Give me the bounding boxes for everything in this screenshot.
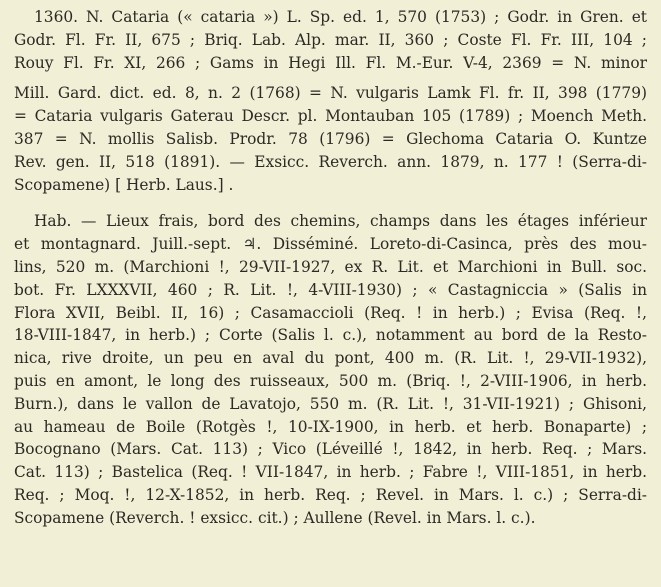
paragraph-gap [14, 74, 647, 82]
paragraph-gap [14, 196, 647, 210]
text-line: Cat. 113) ; Bastelica (Req. ! VII-1847, in herb. ; Fabre !, VIII-1851, in herb. [14, 463, 647, 482]
text-line: et montagnard. Juill.-sept. ♃. Disséminé. Loreto-di-Casinca, près des mou- [14, 235, 647, 254]
text-line: Scopamene (Reverch. ! exsicc. cit.) ; Aullene (Revel. in Mars. l. c.). [14, 508, 536, 527]
text-line: Req. ; Moq. !, 12-X-1852, in herb. Req. ; Revel. in Mars. l. c.) ; Serra-di- [14, 485, 647, 504]
text-line: nica, rive droite, un peu en aval du pont, 400 m. (R. Lit. !, 29-VII-1932), [14, 349, 647, 368]
text-line: Godr. Fl. Fr. II, 675 ; Briq. Lab. Alp. mar. II, 360 ; Coste Fl. Fr. III, 104 ; [14, 30, 647, 49]
text-line: Hab. — Lieux frais, bord des chemins, champs dans les étages inférieur [34, 212, 647, 231]
text-line: Mill. Gard. dict. ed. 8, n. 2 (1768) = N. vulgaris Lamk Fl. fr. II, 398 (1779) [14, 84, 647, 103]
text-line: au hameau de Boile (Rotgès !, 10-IX-1900, in herb. et herb. Bonaparte) ; [14, 417, 647, 436]
text-line: lins, 520 m. (Marchioni !, 29-VII-1927, ex R. Lit. et Marchioni in Bull. soc. [14, 257, 647, 276]
text-line: Rev. gen. II, 518 (1891). — Exsicc. Reverch. ann. 1879, n. 177 ! (Serra-di- [14, 152, 647, 171]
text-line: Burn.), dans le vallon de Lavatojo, 550 m. (R. Lit. !, 31-VII-1921) ; Ghisoni, [14, 394, 647, 413]
text-line: 1360. N. Cataria (« cataria ») L. Sp. ed. 1, 570 (1753) ; Godr. in Gren. et [34, 8, 647, 26]
text-line: 18-VIII-1847, in herb.) ; Corte (Salis l. c.), notamment au bord de la Resto- [14, 326, 647, 345]
text-line: bot. Fr. LXXXVII, 460 ; R. Lit. !, 4-VIII-1930) ; « Castagniccia » (Salis in [14, 280, 647, 299]
text-line: Bocognano (Mars. Cat. 113) ; Vico (Léveillé !, 1842, in herb. Req. ; Mars. [14, 440, 647, 459]
text-line: Rouy Fl. Fr. XI, 266 ; Gams in Hegi Ill. Fl. M.-Eur. V-4, 2369 = N. minor [14, 53, 647, 72]
nomenclature-paragraph-1 [14, 6, 647, 74]
text-line: Flora XVII, Beibl. II, 16) ; Casamaccioli (Req. ! in herb.) ; Evisa (Req. !, [14, 303, 647, 322]
text-line: puis en amont, le long des ruisseaux, 500 m. (Briq. !, 2-VIII-1906, in herb. [14, 371, 647, 390]
text-line: Scopamene) [ Herb. Laus.] . [14, 175, 234, 194]
text-line: = Cataria vulgaris Gaterau Descr. pl. Montauban 105 (1789) ; Moench Meth. [14, 107, 647, 126]
text-line: 387 = N. mollis Salisb. Prodr. 78 (1796) = Glechoma Cataria O. Kuntze [14, 129, 647, 148]
nomenclature-paragraph-2 [14, 82, 647, 196]
habitat-paragraph [14, 210, 647, 529]
